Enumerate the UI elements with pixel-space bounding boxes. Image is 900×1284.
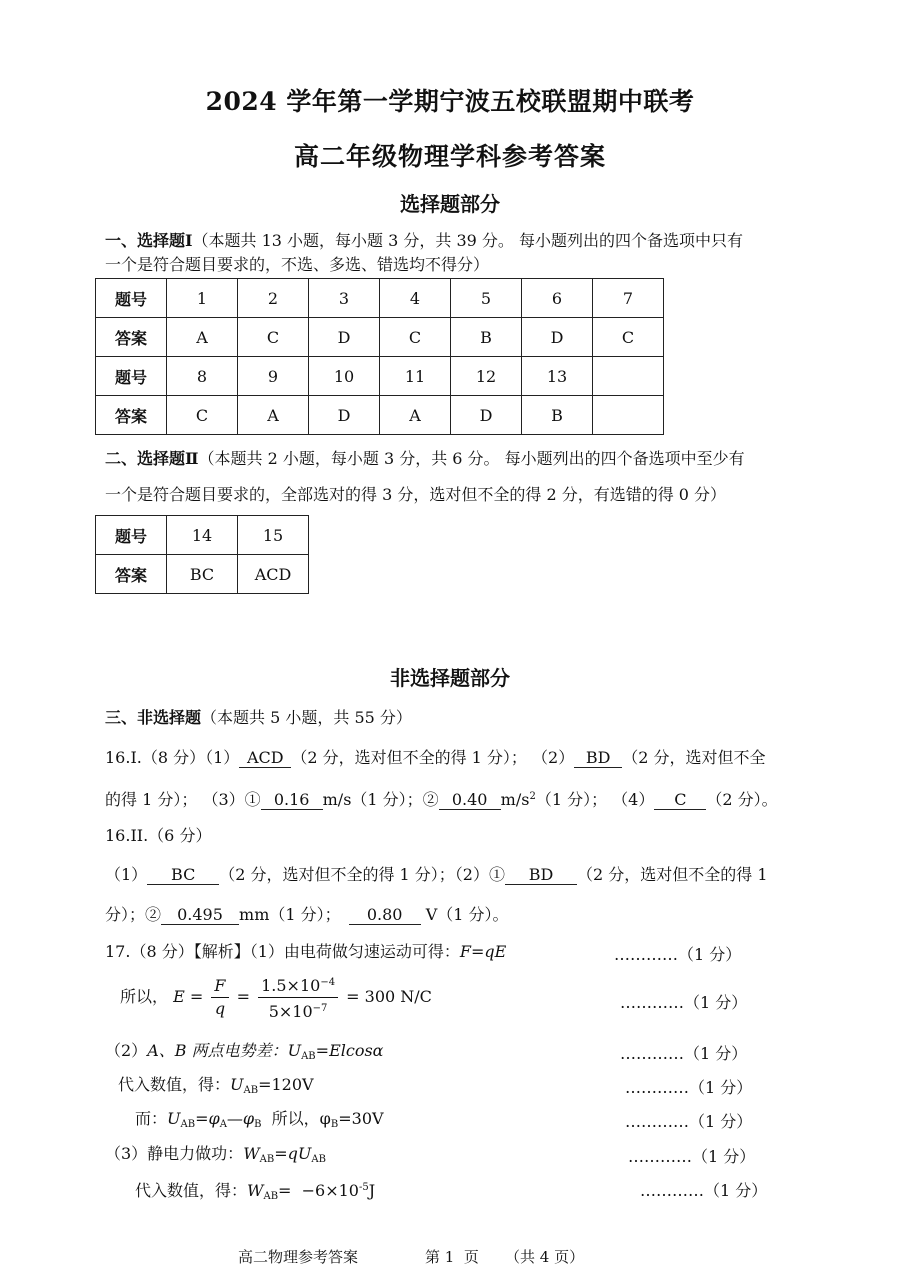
question-number-cell: 14 [167, 516, 238, 555]
q17-line7 [135, 1178, 375, 1207]
q17-formula: W [247, 1181, 264, 1200]
question-number-cell [593, 357, 664, 396]
question-number-cell: 15 [238, 516, 309, 555]
footer-total: （共 4 页） [505, 1248, 585, 1266]
question-number-cell: 10 [309, 357, 380, 396]
q17-formula: =φ [195, 1109, 220, 1128]
q16-2-line2 [105, 905, 509, 925]
fraction-numerator: F [211, 975, 228, 998]
denominator-base: 5×10 [268, 1002, 313, 1021]
q17-sub: AB [311, 1154, 326, 1165]
answer-cell: C [238, 318, 309, 357]
q16-1-unit: m/s [500, 790, 530, 809]
q16-2-line1 [105, 865, 768, 885]
question-number-cell: 11 [380, 357, 451, 396]
table-row-header: 题号 [96, 279, 167, 318]
q17-sub: AB [243, 1085, 259, 1096]
q17-text: 17.（8 分）【解析】（1）由电荷做匀速运动可得： [105, 942, 460, 961]
numerator-exp: −4 [320, 977, 336, 988]
q17-text: A、B 两点电势差： [147, 1041, 288, 1060]
q16-1-text: 的得 1 分）； （3）① [105, 790, 261, 809]
q17-text: 所以， [120, 987, 169, 1006]
q16-2-text: 分）；② [105, 905, 162, 924]
q17-formula: —φ [226, 1109, 255, 1128]
answer-cell: B [451, 318, 522, 357]
fraction-denominator: q [214, 999, 226, 1018]
q16-2-text: V（1 分）。 [420, 905, 509, 924]
answer-table-1 [95, 278, 664, 435]
section2-desc-line1 [105, 449, 745, 469]
q17-exp: -5 [358, 1182, 369, 1193]
q17-formula: U [287, 1041, 302, 1060]
q16-2-text: （2 分，选对但不全的得 1 [577, 865, 768, 884]
fraction-F-over-q [211, 975, 228, 1020]
q17-formula: =Elcosα [315, 1041, 384, 1060]
table1-answer-row [96, 318, 664, 357]
q17-formula: =30V [338, 1109, 384, 1128]
q17-text: 所以，φ [261, 1109, 331, 1128]
answer-cell: C [380, 318, 451, 357]
q17-score: …………（1 分） [640, 1181, 768, 1200]
q17-equals: = [189, 987, 204, 1006]
question-number-cell: 6 [522, 279, 593, 318]
document-subtitle: 高二年级物理学科参考答案 [293, 142, 606, 171]
q17-line6 [105, 1144, 326, 1170]
q17-formula: U [167, 1109, 181, 1128]
q17-sub: B [254, 1119, 262, 1130]
answer-cell: D [309, 396, 380, 435]
table-row-header: 答案 [96, 555, 167, 594]
q17-line5 [135, 1109, 384, 1135]
q17-line1 [105, 942, 506, 962]
section1-desc-line2: 一个是符合题目要求的，不选、多选、错选均不得分） [105, 255, 490, 274]
q17-score: …………（1 分） [628, 1147, 756, 1166]
q16-1-text: （2 分，选对但不全的得 1 分）； （2） [291, 748, 575, 767]
q17-score: …………（1 分） [620, 1044, 748, 1063]
q16-1-answer-3: 0.16 [261, 791, 323, 810]
question-number-cell: 8 [167, 357, 238, 396]
q17-equals: = [236, 987, 250, 1006]
question-number-cell: 5 [451, 279, 522, 318]
q16-1-answer-1: ACD [239, 749, 291, 768]
q16-2-text: mm（1 分）； [239, 905, 341, 924]
q17-sub: AB [259, 1154, 275, 1165]
answer-cell: D [522, 318, 593, 357]
q16-1-answer-5: C [654, 791, 706, 810]
answer-cell: D [451, 396, 522, 435]
q16-1-text: （1 分）； （4） [535, 790, 655, 809]
answer-cell [593, 396, 664, 435]
fraction-denominator [258, 998, 338, 1023]
q17-sub: AB [301, 1051, 316, 1062]
document-title: 2024 学年第一学期宁波五校联盟期中联考 [205, 87, 695, 116]
answer-cell: B [522, 396, 593, 435]
q17-text: （2） [105, 1041, 148, 1060]
answer-cell: C [167, 396, 238, 435]
table2-answer-row [96, 555, 309, 594]
q17-text: 而： [135, 1109, 168, 1128]
q16-1-line2 [105, 787, 778, 810]
q17-line3 [105, 1041, 383, 1067]
denominator-exp: −7 [312, 1003, 328, 1014]
question-number-cell: 9 [238, 357, 309, 396]
question-number-cell: 12 [451, 357, 522, 396]
q17-line2 [120, 972, 432, 1023]
table-row-header: 答案 [96, 318, 167, 357]
answer-table-2 [95, 515, 309, 594]
q16-2-answer-1: BC [147, 866, 219, 885]
q17-formula: = −6×10 [278, 1181, 359, 1200]
q17-formula-E: E [173, 987, 185, 1006]
table2-question-row [96, 516, 309, 555]
answer-cell: ACD [238, 555, 309, 594]
numerator-base: 1.5×10 [261, 976, 321, 995]
q16-1-text: m/s（1 分）；② [322, 790, 439, 809]
section1-desc-text: （本题共 13 小题，每小题 3 分，共 39 分。 每小题列出的四个备选项中只有 [192, 231, 744, 250]
question-number-cell: 4 [380, 279, 451, 318]
q17-score: …………（1 分） [620, 993, 748, 1012]
footer-subject: 高二物理参考答案 [238, 1248, 359, 1266]
answer-cell: A [238, 396, 309, 435]
question-number-cell: 7 [593, 279, 664, 318]
q16-1-text: （2 分）。 [706, 790, 778, 809]
q16-2-answer-3: 0.495 [161, 906, 239, 925]
section1-label: 一、选择题Ⅰ [105, 231, 193, 250]
section3-desc-text: （本题共 5 小题，共 55 分） [201, 708, 412, 727]
q17-sub: AB [180, 1119, 196, 1130]
q17-formula: F=qE [459, 942, 507, 961]
q17-formula: =qU [274, 1144, 312, 1163]
question-number-cell: 2 [238, 279, 309, 318]
table1-question-row [96, 279, 664, 318]
q16-2-text: （2 分，选对但不全的得 1 分）；（2）① [219, 865, 505, 884]
fraction-numerator [258, 972, 338, 998]
q16-1-line1 [105, 748, 765, 768]
q16-2-text: （1） [105, 865, 148, 884]
question-number-cell: 13 [522, 357, 593, 396]
q17-sub: A [219, 1119, 227, 1130]
q16-1-answer-2: BD [574, 749, 622, 768]
answer-cell: A [167, 318, 238, 357]
question-number-cell: 1 [167, 279, 238, 318]
q16-1-prefix: 16.I.（8 分）（1） [105, 748, 240, 767]
table1-answer-row [96, 396, 664, 435]
q17-text: 代入数值，得： [118, 1075, 231, 1094]
section2-desc-line2: 一个是符合题目要求的，全部选对的得 3 分，选对但不全的得 2 分，有选错的得 0 分） [105, 485, 727, 504]
q17-text: （3）静电力做功： [105, 1144, 244, 1163]
q17-line4 [118, 1075, 314, 1101]
table-row-header: 答案 [96, 396, 167, 435]
section3-desc [105, 708, 412, 728]
fraction-values [258, 972, 338, 1023]
part2-heading: 非选择题部分 [390, 666, 510, 690]
q17-score: …………（1 分） [625, 1112, 753, 1131]
q16-1-unit-exp: 2 [529, 791, 536, 802]
q16-1-text: （2 分，选对但不全 [622, 748, 766, 767]
section1-desc-line1 [105, 231, 743, 251]
answer-cell: A [380, 396, 451, 435]
section2-desc-text: （本题共 2 小题，每小题 3 分，共 6 分。 每小题列出的四个备选项中至少有 [198, 449, 745, 468]
q17-sub: B [330, 1119, 339, 1130]
footer-page: 第 1 页 [425, 1248, 479, 1266]
q17-unit: J [368, 1181, 376, 1200]
question-number-cell: 3 [309, 279, 380, 318]
answer-cell: BC [167, 555, 238, 594]
table-row-header: 题号 [96, 516, 167, 555]
q16-2-answer-4: 0.80 [349, 906, 421, 925]
q17-sub: AB [263, 1191, 279, 1202]
q17-formula: =120V [258, 1075, 314, 1094]
section3-label: 三、非选择题 [105, 708, 202, 727]
answer-cell: C [593, 318, 664, 357]
q17-score: …………（1 分） [625, 1078, 753, 1097]
q16-2-title: 16.II.（6 分） [105, 826, 212, 845]
q17-result: = 300 N/C [346, 987, 432, 1006]
q16-2-answer-2: BD [505, 866, 577, 885]
section2-label: 二、选择题Ⅱ [105, 449, 199, 468]
table-row-header: 题号 [96, 357, 167, 396]
table1-question-row [96, 357, 664, 396]
answer-cell: D [309, 318, 380, 357]
part1-heading: 选择题部分 [400, 192, 500, 216]
q16-1-answer-4: 0.40 [439, 791, 501, 810]
q17-formula: W [243, 1144, 260, 1163]
q17-text: 代入数值，得： [135, 1181, 248, 1200]
q17-formula: U [230, 1075, 244, 1094]
q17-score: …………（1 分） [614, 945, 742, 964]
